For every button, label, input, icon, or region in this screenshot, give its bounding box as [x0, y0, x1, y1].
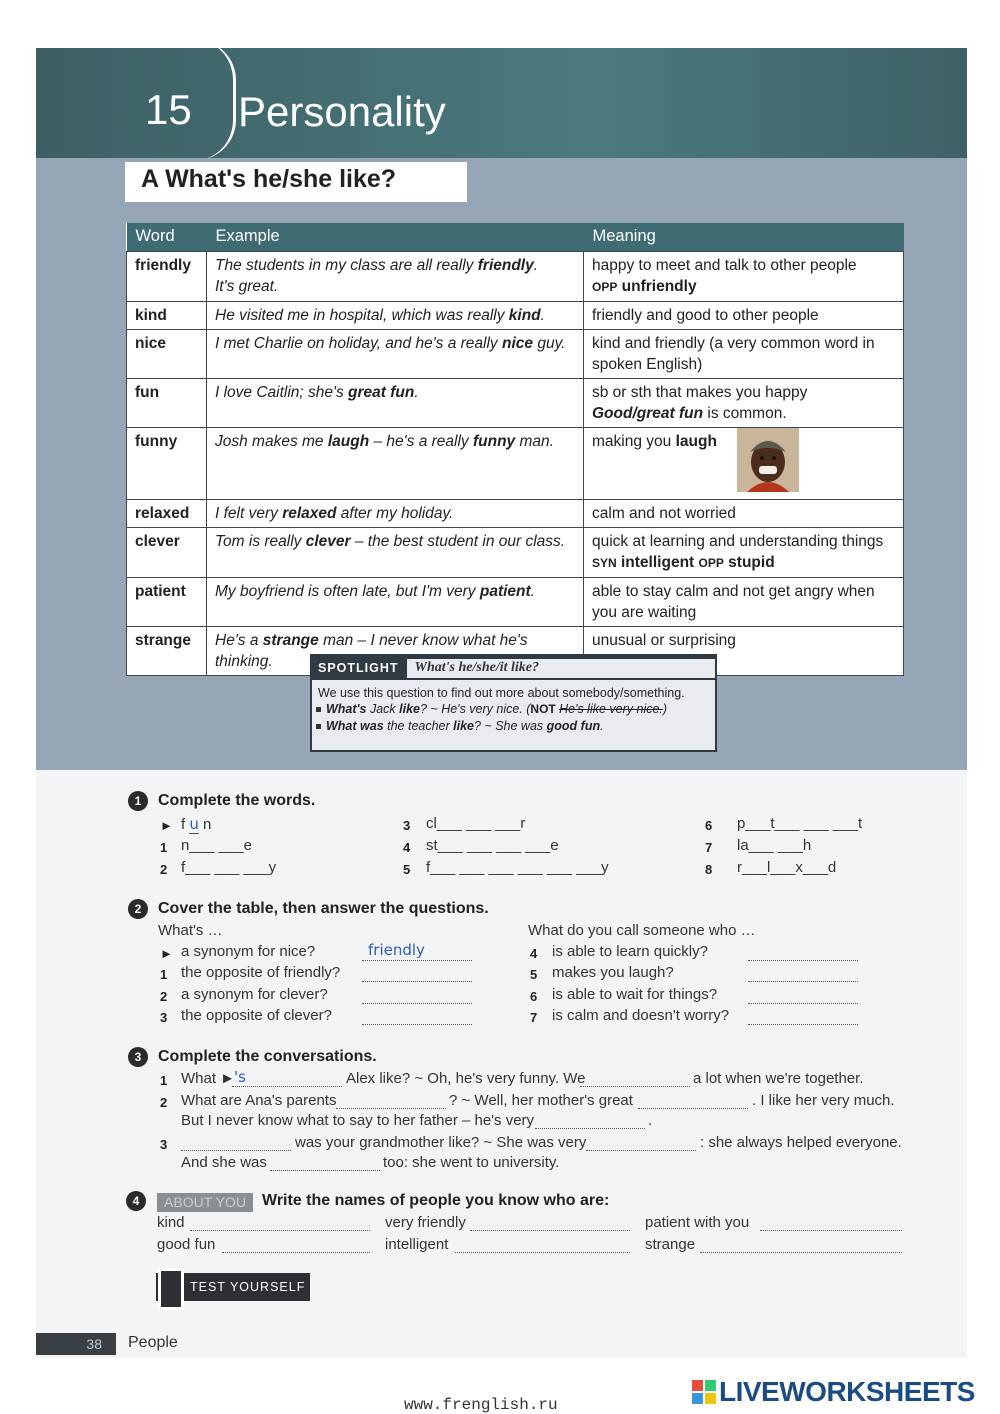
- exercise-3-number: 3: [128, 1047, 148, 1067]
- table-row: strange He's a strange man – I never know what he's thinking. unusual or surprising: [127, 626, 904, 675]
- footer-section: People: [128, 1334, 178, 1351]
- exercise-2-title: Cover the table, then answer the questions.: [158, 900, 489, 917]
- liveworksheets-icon: [692, 1380, 716, 1404]
- ex1-item[interactable]: f___ ___ ___ ___ ___ ___y: [426, 859, 609, 876]
- answer-blank[interactable]: [362, 981, 472, 982]
- source-url: www.frenglish.ru: [404, 1396, 558, 1414]
- answer-blank[interactable]: [748, 1024, 858, 1025]
- answer-blank[interactable]: [748, 1003, 858, 1004]
- answer-blank[interactable]: [470, 1230, 630, 1231]
- spotlight-example: What's Jack like? ~ He's very nice. (NOT He's like very nice.): [312, 702, 715, 719]
- unit-number: 15: [145, 86, 192, 133]
- col-meaning: Meaning: [584, 223, 904, 251]
- ex1-item[interactable]: f___ ___ ___y: [181, 859, 277, 876]
- answer-blank[interactable]: [181, 1150, 291, 1151]
- table-row: funny Josh makes me laugh – he's a really funny man. making you laugh: [127, 427, 904, 499]
- spotlight-title: What's he/she/it like?: [407, 659, 715, 678]
- answer-blank[interactable]: [700, 1252, 902, 1253]
- answer-blank[interactable]: [535, 1128, 645, 1129]
- table-row: clever Tom is really clever – the best student in our class. quick at learning and understanding things SYN intelligent OPP stupid: [127, 527, 904, 577]
- exercise-2-number: 2: [128, 899, 148, 919]
- spotlight-example: What was the teacher like? ~ She was good fun.: [312, 719, 715, 736]
- laughing-man-photo: [737, 428, 799, 492]
- vocabulary-table: [126, 223, 904, 676]
- answer-blank[interactable]: [270, 1170, 380, 1171]
- ex1-item[interactable]: n___ ___e: [181, 837, 252, 854]
- spotlight-box: [310, 654, 717, 752]
- answer-blank[interactable]: [580, 1086, 690, 1087]
- ex1-item[interactable]: r___l___x___d: [737, 859, 837, 876]
- unit-title: Personality: [238, 88, 446, 135]
- answer-blank[interactable]: [455, 1252, 630, 1253]
- table-row: relaxed I felt very relaxed after my holiday. calm and not worried: [127, 499, 904, 527]
- col-example: Example: [207, 223, 584, 251]
- answer-blank[interactable]: [748, 981, 858, 982]
- about-you-tag: ABOUT YOU: [157, 1193, 253, 1212]
- ex1-item[interactable]: cl___ ___ ___r: [426, 815, 526, 832]
- answer-blank[interactable]: [336, 1108, 446, 1109]
- ex2-example-answer: friendly: [368, 941, 425, 959]
- page-number: 38: [36, 1333, 116, 1355]
- answer-blank[interactable]: [362, 1003, 472, 1004]
- table-row: nice I met Charlie on holiday, and he's a really nice guy. kind and friendly (a very common word in spoken English): [127, 329, 904, 378]
- spotlight-intro: We use this question to find out more about somebody/something.: [318, 686, 685, 700]
- answer-blank: [232, 1086, 342, 1087]
- table-row: friendly The students in my class are all really friendly. It's great. happy to meet and talk to other people OPP unfriendly: [127, 251, 904, 301]
- answer-blank[interactable]: [586, 1150, 696, 1151]
- liveworksheets-logo: LIVEWORKSHEETS: [692, 1376, 975, 1408]
- exercise-1-title: Complete the words.: [158, 792, 316, 809]
- exercise-1-number: 1: [128, 791, 148, 811]
- exercise-4-title: Write the names of people you know who are:: [262, 1192, 610, 1209]
- spotlight-label: SPOTLIGHT: [318, 661, 399, 675]
- section-title: A What's he/she like?: [125, 162, 467, 202]
- answer-blank: [362, 960, 472, 961]
- col-word: Word: [127, 223, 207, 251]
- answer-blank[interactable]: [748, 960, 858, 961]
- table-row: kind He visited me in hospital, which was really kind. friendly and good to other people: [127, 301, 904, 329]
- ex1-item[interactable]: la___ ___h: [737, 837, 812, 854]
- answer-blank[interactable]: [760, 1230, 902, 1231]
- exercise-3-title: Complete the conversations.: [158, 1048, 377, 1065]
- table-row: fun I love Caitlin; she's great fun. sb or sth that makes you happy Good/great fun is common.: [127, 378, 904, 427]
- ex1-example: f u n: [181, 815, 212, 833]
- table-row: patient My boyfriend is often late, but I'm very patient. able to stay calm and not get angry when you are waiting: [127, 577, 904, 626]
- answer-blank[interactable]: [362, 1024, 472, 1025]
- exercise-4-number: 4: [126, 1191, 146, 1211]
- ex1-item[interactable]: st___ ___ ___ ___e: [426, 837, 559, 854]
- answer-blank[interactable]: [222, 1252, 370, 1253]
- test-yourself-button[interactable]: TEST YOURSELF: [156, 1273, 310, 1301]
- answer-blank[interactable]: [638, 1108, 748, 1109]
- ex1-item[interactable]: p___t___ ___ ___t: [737, 815, 863, 832]
- answer-blank[interactable]: [190, 1230, 370, 1231]
- notebook-icon: [158, 1268, 184, 1310]
